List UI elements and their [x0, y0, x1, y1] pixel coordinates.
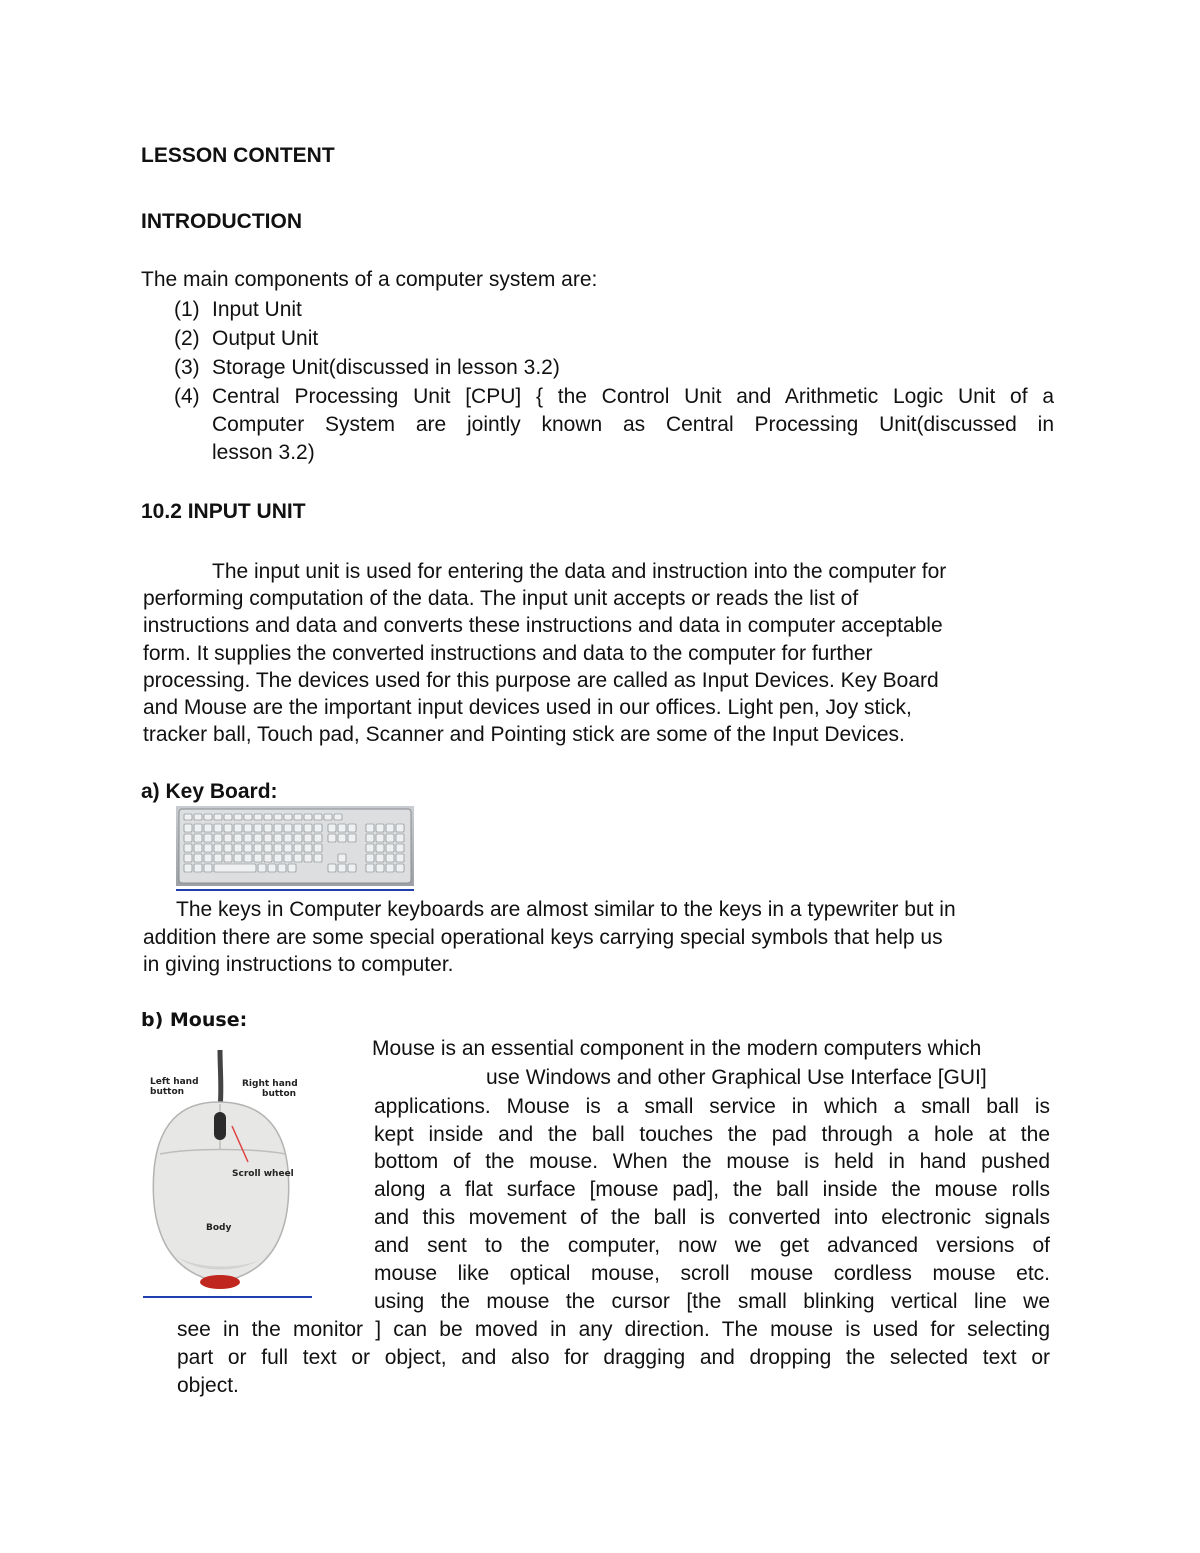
keyboard-key: [234, 814, 242, 820]
list-text: Input Unit: [212, 298, 302, 321]
paragraph-line: performing computation of the data. The input unit accepts or reads the list of: [143, 587, 859, 610]
right-button-label-line2: button: [262, 1089, 297, 1099]
paragraph-line: object.: [177, 1374, 239, 1397]
paragraph-line: in giving instructions to computer.: [143, 953, 454, 976]
keyboard-key: [214, 854, 222, 862]
paragraph-line: bottom of the mouse. When the mouse is held in hand pushed: [374, 1150, 1050, 1173]
paragraph-line: tracker ball, Touch pad, Scanner and Pointing stick are some of the Input Devices.: [143, 723, 905, 746]
keyboard-key: [376, 834, 384, 842]
keyboard-key: [258, 864, 266, 872]
keyboard-key: [264, 834, 272, 842]
keyboard-key: [314, 834, 322, 842]
keyboard-key: [386, 864, 394, 872]
keyboard-key: [284, 814, 292, 820]
keyboard-key: [204, 834, 212, 842]
intro-text: The main components of a computer system are:: [141, 268, 598, 291]
keyboard-key: [204, 844, 212, 852]
keyboard-key: [284, 834, 292, 842]
list-text-line: Central Processing Unit [CPU] { the Control Unit and Arithmetic Logic Unit of a: [212, 385, 1054, 408]
mouse-image: [140, 1050, 310, 1292]
keyboard-key: [338, 864, 346, 872]
keyboard-key: [314, 814, 322, 820]
keyboard-key: [214, 834, 222, 842]
keyboard-key: [366, 844, 374, 852]
keyboard-key: [254, 814, 262, 820]
keyboard-key: [184, 844, 192, 852]
keyboard-image: [176, 806, 414, 886]
keyboard-key: [274, 814, 282, 820]
keyboard-key: [366, 834, 374, 842]
left-button-label-line2: button: [150, 1087, 185, 1097]
input-unit-heading: 10.2 INPUT UNIT: [141, 500, 306, 523]
keyboard-key: [294, 814, 302, 820]
list-number: (2): [174, 327, 200, 350]
keyboard-key: [376, 824, 384, 832]
keyboard-key: [284, 854, 292, 862]
keyboard-key: [376, 844, 384, 852]
keyboard-key: [214, 814, 222, 820]
keyboard-key: [184, 824, 192, 832]
list-number: (4): [174, 385, 200, 408]
keyboard-key: [184, 834, 192, 842]
keyboard-key: [396, 824, 404, 832]
keyboard-key: [264, 814, 272, 820]
keyboard-key: [304, 834, 312, 842]
keyboard-key: [386, 834, 394, 842]
list-number: (3): [174, 356, 200, 379]
keyboard-key: [254, 854, 262, 862]
paragraph-line: instructions and data and converts these instructions and data in computer acceptable: [143, 614, 943, 637]
keyboard-key: [304, 814, 312, 820]
keyboard-key: [234, 834, 242, 842]
keyboard-key: [314, 854, 322, 862]
paragraph-line: along a flat surface [mouse pad], the ball inside the mouse rolls: [374, 1178, 1050, 1201]
keyboard-heading: a) Key Board:: [141, 780, 278, 803]
keyboard-key: [294, 844, 302, 852]
keyboard-key: [184, 854, 192, 862]
keyboard-key: [328, 834, 336, 842]
paragraph-line: addition there are some special operational keys carrying special symbols that help us: [143, 926, 943, 949]
keyboard-key: [194, 824, 202, 832]
right-button-label-line1: Right hand: [242, 1079, 298, 1089]
keyboard-key: [244, 814, 252, 820]
keyboard-key: [348, 864, 356, 872]
paragraph-line: form. It supplies the converted instructions and data to the computer for further: [143, 642, 873, 665]
keyboard-key: [204, 814, 212, 820]
keyboard-key: [274, 834, 282, 842]
keyboard-key: [268, 864, 276, 872]
keyboard-key: [194, 854, 202, 862]
keyboard-key: [224, 854, 232, 862]
keyboard-key: [278, 864, 286, 872]
keyboard-key: [288, 864, 296, 872]
keyboard-key: [274, 844, 282, 852]
keyboard-image-underline: [176, 889, 414, 891]
keyboard-key: [254, 844, 262, 852]
keyboard-key: [396, 844, 404, 852]
keyboard-key: [254, 824, 262, 832]
keyboard-key: [224, 834, 232, 842]
keyboard-key: [338, 834, 346, 842]
keyboard-key: [214, 844, 222, 852]
paragraph-line: The input unit is used for entering the data and instruction into the computer for: [212, 560, 947, 583]
keyboard-key: [338, 824, 346, 832]
keyboard-key: [348, 834, 356, 842]
keyboard-key: [254, 834, 262, 842]
keyboard-key: [348, 824, 356, 832]
keyboard-key: [214, 824, 222, 832]
keyboard-key: [264, 844, 272, 852]
keyboard-key: [224, 824, 232, 832]
keyboard-key: [304, 854, 312, 862]
keyboard-key: [284, 824, 292, 832]
keyboard-key: [244, 824, 252, 832]
list-text-line: lesson 3.2): [212, 441, 315, 464]
mouse-image-underline: [143, 1296, 312, 1298]
paragraph-line: The keys in Computer keyboards are almost similar to the keys in a typewriter but in: [176, 898, 956, 921]
keyboard-key: [274, 824, 282, 832]
keyboard-key: [304, 844, 312, 852]
keyboard-key: [376, 864, 384, 872]
keyboard-key: [244, 844, 252, 852]
body-label: Body: [206, 1223, 232, 1233]
paragraph-line: part or full text or object, and also for dragging and dropping the selected text or: [177, 1346, 1050, 1369]
keyboard-key: [194, 844, 202, 852]
keyboard-key: [314, 824, 322, 832]
keyboard-key: [314, 844, 322, 852]
keyboard-key: [324, 814, 332, 820]
keyboard-key: [294, 824, 302, 832]
keyboard-key: [214, 864, 256, 872]
paragraph-line: use Windows and other Graphical Use Interface [GUI]: [486, 1066, 987, 1089]
paragraph-line: kept inside and the ball touches the pad through a hole at the: [374, 1123, 1050, 1146]
lesson-content-heading: LESSON CONTENT: [141, 144, 335, 167]
keyboard-key: [396, 834, 404, 842]
keyboard-key: [264, 824, 272, 832]
paragraph-line: mouse like optical mouse, scroll mouse cordless mouse etc.: [374, 1262, 1050, 1285]
keyboard-key: [264, 854, 272, 862]
keyboard-key: [386, 844, 394, 852]
paragraph-line: see in the monitor ] can be moved in any direction. The mouse is used for selecting: [177, 1318, 1050, 1341]
scroll-wheel-label: Scroll wheel: [232, 1169, 294, 1179]
paragraph-line: and Mouse are the important input devices used in our offices. Light pen, Joy stick,: [143, 696, 912, 719]
paragraph-line: Mouse is an essential component in the modern computers which: [372, 1037, 982, 1060]
keyboard-key: [338, 854, 346, 862]
keyboard-key: [386, 824, 394, 832]
keyboard-key: [396, 864, 404, 872]
keyboard-key: [294, 834, 302, 842]
keyboard-key: [334, 814, 342, 820]
left-button-label-line1: Left hand: [150, 1077, 199, 1087]
paragraph-line: applications. Mouse is a small service in which a small ball is: [374, 1095, 1050, 1118]
keyboard-key: [376, 854, 384, 862]
keyboard-key: [194, 834, 202, 842]
list-text-line: Computer System are jointly known as Central Processing Unit(discussed in: [212, 413, 1054, 436]
keyboard-key: [224, 844, 232, 852]
paragraph-line: and this movement of the ball is converted into electronic signals: [374, 1206, 1050, 1229]
keyboard-key: [366, 854, 374, 862]
keyboard-key: [274, 854, 282, 862]
mouse-heading: b) Mouse:: [141, 1009, 248, 1031]
list-number: (1): [174, 298, 200, 321]
keyboard-key: [386, 854, 394, 862]
keyboard-key: [328, 824, 336, 832]
keyboard-key: [224, 814, 232, 820]
keyboard-key: [284, 844, 292, 852]
list-text: Output Unit: [212, 327, 319, 350]
keyboard-key: [204, 854, 212, 862]
paragraph-line: processing. The devices used for this purpose are called as Input Devices. Key Board: [143, 669, 939, 692]
list-text: Storage Unit(discussed in lesson 3.2): [212, 356, 560, 379]
paragraph-line: and sent to the computer, now we get advanced versions of: [374, 1234, 1050, 1257]
keyboard-key: [366, 864, 374, 872]
keyboard-key: [396, 854, 404, 862]
keyboard-key: [184, 864, 192, 872]
keyboard-key: [328, 864, 336, 872]
keyboard-key: [204, 824, 212, 832]
keyboard-key: [234, 824, 242, 832]
keyboard-key: [204, 864, 212, 872]
introduction-heading: INTRODUCTION: [141, 210, 302, 233]
keyboard-key: [234, 854, 242, 862]
keyboard-key: [194, 814, 202, 820]
keyboard-key: [184, 814, 192, 820]
keyboard-key: [244, 854, 252, 862]
keyboard-key: [234, 844, 242, 852]
keyboard-key: [244, 834, 252, 842]
keyboard-key: [194, 864, 202, 872]
paragraph-line: using the mouse the cursor [the small blinking vertical line we: [374, 1290, 1050, 1313]
keyboard-key: [294, 854, 302, 862]
keyboard-key: [304, 824, 312, 832]
keyboard-key: [366, 824, 374, 832]
